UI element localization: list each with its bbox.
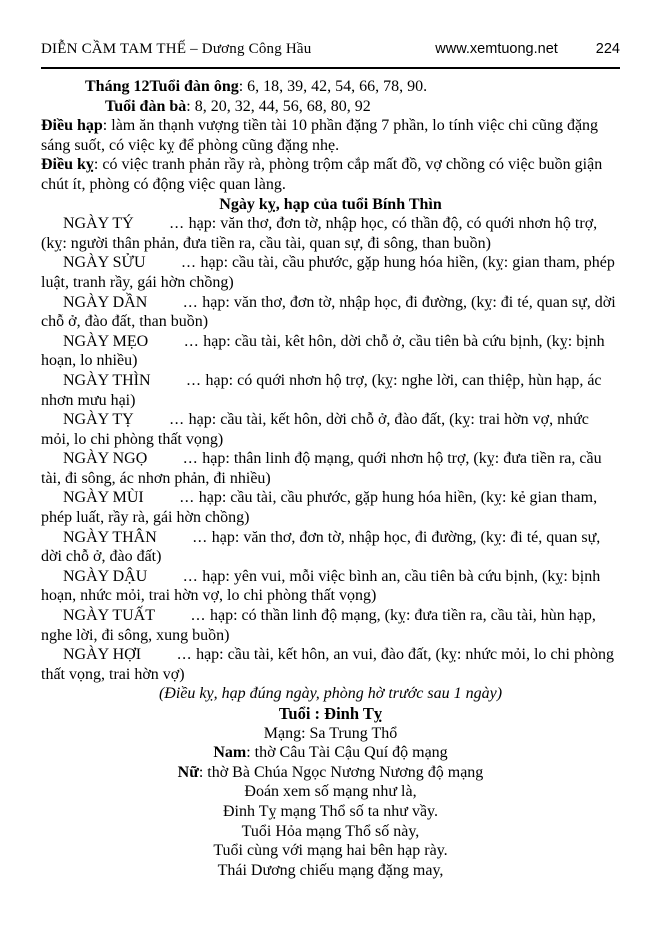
day-detail: hạp: yên vui, mỗi việc bình an, cầu tiên bà cứu bịnh, (kỵ: bịnh hoạn, nhức mỏi, trai hờn vợ, lo chi phòng thất vọng): [41, 567, 601, 605]
day-detail: hạp: cầu tài, kết hôn, dời chỗ ở, đào đất, (kỵ: trai hờn vợ, nhức mỏi, lo chi phòng thất vọng): [41, 411, 589, 448]
nam-text: : thờ Câu Tài Cậu Quí độ mạng: [246, 744, 448, 762]
day-detail: hạp: văn thơ, đơn tờ, nhập học, đi đường, (kỵ: đi té, quan sự, dời chỗ ở, đào đất, than buồn): [41, 293, 616, 331]
mang-line: Mạng: Sa Trung Thổ: [263, 724, 398, 742]
age-title: Tuổi : Đinh Tỵ: [278, 704, 383, 723]
book-title: DIỄN CẦM TAM THẾ – Dương Công Hầu: [41, 41, 312, 57]
day-dots: ...: [184, 332, 200, 350]
month-men-label: Tháng 12Tuổi đàn ông: [85, 78, 239, 95]
day-detail: hạp: thân linh độ mạng, quới nhơn hộ trợ, (kỵ: đưa tiền ra, cầu tài, đi sông, ác nhơn phản, đi nhiều): [41, 450, 602, 487]
month-women-values: : 8, 20, 32, 44, 56, 68, 80, 92: [186, 97, 371, 115]
nu-text: : thờ Bà Chúa Ngọc Nương Nương độ mạng: [198, 763, 484, 781]
day-name: NGÀY TUẤT: [63, 607, 155, 625]
poem-line: Tuổi cùng với mạng hai bên hạp rày.: [213, 842, 448, 860]
month-men-values: : 6, 18, 39, 42, 54, 66, 78, 90.: [238, 78, 428, 95]
day-name: NGÀY HỢI: [63, 646, 142, 664]
day-dots: ...: [177, 646, 193, 664]
website-url: www.xemtuong.net: [435, 41, 558, 57]
day-row-suu: [41, 253, 620, 292]
day-dots: ...: [191, 607, 206, 625]
days-section-heading: Ngày kỵ, hạp của tuổi Bính Thìn: [219, 195, 442, 213]
nam-line: [41, 743, 620, 763]
day-row-ngo: [41, 449, 620, 488]
day-detail: hạp: có quới nhơn hộ trợ, (kỵ: nghe lời, can thiệp, hùn hạp, ác nhơn mưu hại): [41, 371, 602, 409]
poem-line: Đoán xem số mạng như là,: [244, 783, 417, 801]
day-row-dau: [41, 567, 620, 606]
day-detail: hạp: có thần linh độ mạng, (kỵ: đưa tiền ra, cầu tài, hùn hạp, nghe lời, đi sông, xung buồn): [41, 607, 596, 644]
dieu-hap-label: Điều hạp: [41, 117, 103, 135]
day-dots: ...: [183, 293, 199, 311]
day-row-tuat: [41, 606, 620, 645]
dieu-hap-text: : làm ăn thạnh vượng tiền tài 10 phần đặng 7 phần, lo tính việc chi cũng đặng sáng suốt, có việc kỵ để phòng cũng đặng nhẹ.: [41, 117, 599, 154]
running-header: [41, 40, 620, 69]
month-women-label: Tuổi đàn bà: [105, 97, 187, 115]
days-note: (Điều kỵ, hạp đúng ngày, phòng hờ trước sau 1 ngày): [158, 685, 503, 703]
day-detail: hạp: cầu tài, kêt hôn, dời chỗ ở, cầu tiên bà cứu bịnh, (kỵ: bịnh hoạn, lo nhiều): [41, 332, 605, 370]
day-dots: ...: [186, 371, 202, 389]
day-name: NGÀY MÙI: [63, 489, 144, 507]
day-dots: ...: [183, 450, 199, 468]
day-row-hoi: [41, 645, 620, 684]
day-name: NGÀY THÌN: [63, 371, 151, 389]
dieu-ky-paragraph: [41, 155, 620, 194]
day-row-dan: [41, 293, 620, 332]
page-number: 224: [595, 41, 620, 57]
day-dots: ...: [179, 489, 195, 507]
nam-label: Nam: [213, 744, 247, 762]
day-row-ti: [41, 410, 620, 449]
day-row-mui: [41, 488, 620, 527]
nu-line: [41, 763, 620, 783]
day-name: NGÀY DẬU: [63, 567, 148, 585]
day-detail: hạp: văn thơ, đơn tờ, nhập học, có thần độ, có quới nhơn hộ trợ, (kỵ: người thân phản, đưa tiền ra, cầu tài, quan sự, đi sông, than buồn): [41, 215, 598, 252]
day-row-meo: [41, 332, 620, 371]
poem-line: Đinh Tỵ mạng Thổ số ta như vầy.: [222, 802, 439, 820]
day-dots: ...: [169, 411, 185, 429]
nu-label: Nữ: [177, 763, 199, 781]
day-detail: hạp: cầu tài, cầu phước, gặp hung hóa hiền, (kỵ: gian tham, phép luật, tranh rầy, gái hờn chồng): [41, 254, 615, 291]
day-name: NGÀY TÝ: [63, 215, 134, 233]
month-women-line: [41, 97, 620, 117]
day-dots: ...: [169, 215, 185, 233]
day-name: NGÀY TỴ: [63, 411, 134, 429]
day-name: NGÀY MẸO: [63, 332, 149, 350]
dieu-ky-label: Điều kỵ: [41, 156, 94, 174]
dieu-ky-text: : có việc tranh phản rầy rà, phòng trộm cắp mất đồ, vợ chồng có việc buồn giận chút ít, phòng có động việc quan làng.: [41, 156, 603, 193]
day-row-ty: [41, 214, 620, 253]
day-name: NGÀY NGỌ: [63, 450, 148, 468]
poem-line: Tuổi Hỏa mạng Thổ số này,: [241, 822, 420, 840]
day-dots: ...: [192, 528, 208, 546]
dieu-hap-paragraph: [41, 116, 620, 155]
day-detail: hạp: văn thơ, đơn tờ, nhập học, đi đường, (kỵ: đi té, quan sự, dời chỗ ở, đào đất): [41, 528, 601, 566]
day-row-thin: [41, 371, 620, 410]
poem-line: Thái Dương chiếu mạng đặng may,: [217, 861, 444, 879]
day-detail: hạp: cầu tài, kết hôn, an vui, đào đất, (kỵ: nhức mỏi, lo chi phòng thất vọng, trai hờn vợ): [41, 646, 614, 683]
day-name: NGÀY THÂN: [63, 528, 157, 546]
day-dots: ...: [183, 567, 199, 585]
day-row-than: [41, 528, 620, 567]
month-men-line: [41, 77, 620, 97]
day-name: NGÀY SỬU: [63, 254, 146, 272]
day-name: NGÀY DẦN: [63, 293, 148, 311]
day-dots: ...: [181, 254, 197, 272]
header-right: [435, 40, 620, 58]
page-content: [41, 77, 620, 880]
day-detail: hạp: cầu tài, cầu phước, gặp hung hóa hiền, (kỵ: kẻ gian tham, phép luất, rầy rà, gái hờn chồng): [41, 489, 598, 527]
